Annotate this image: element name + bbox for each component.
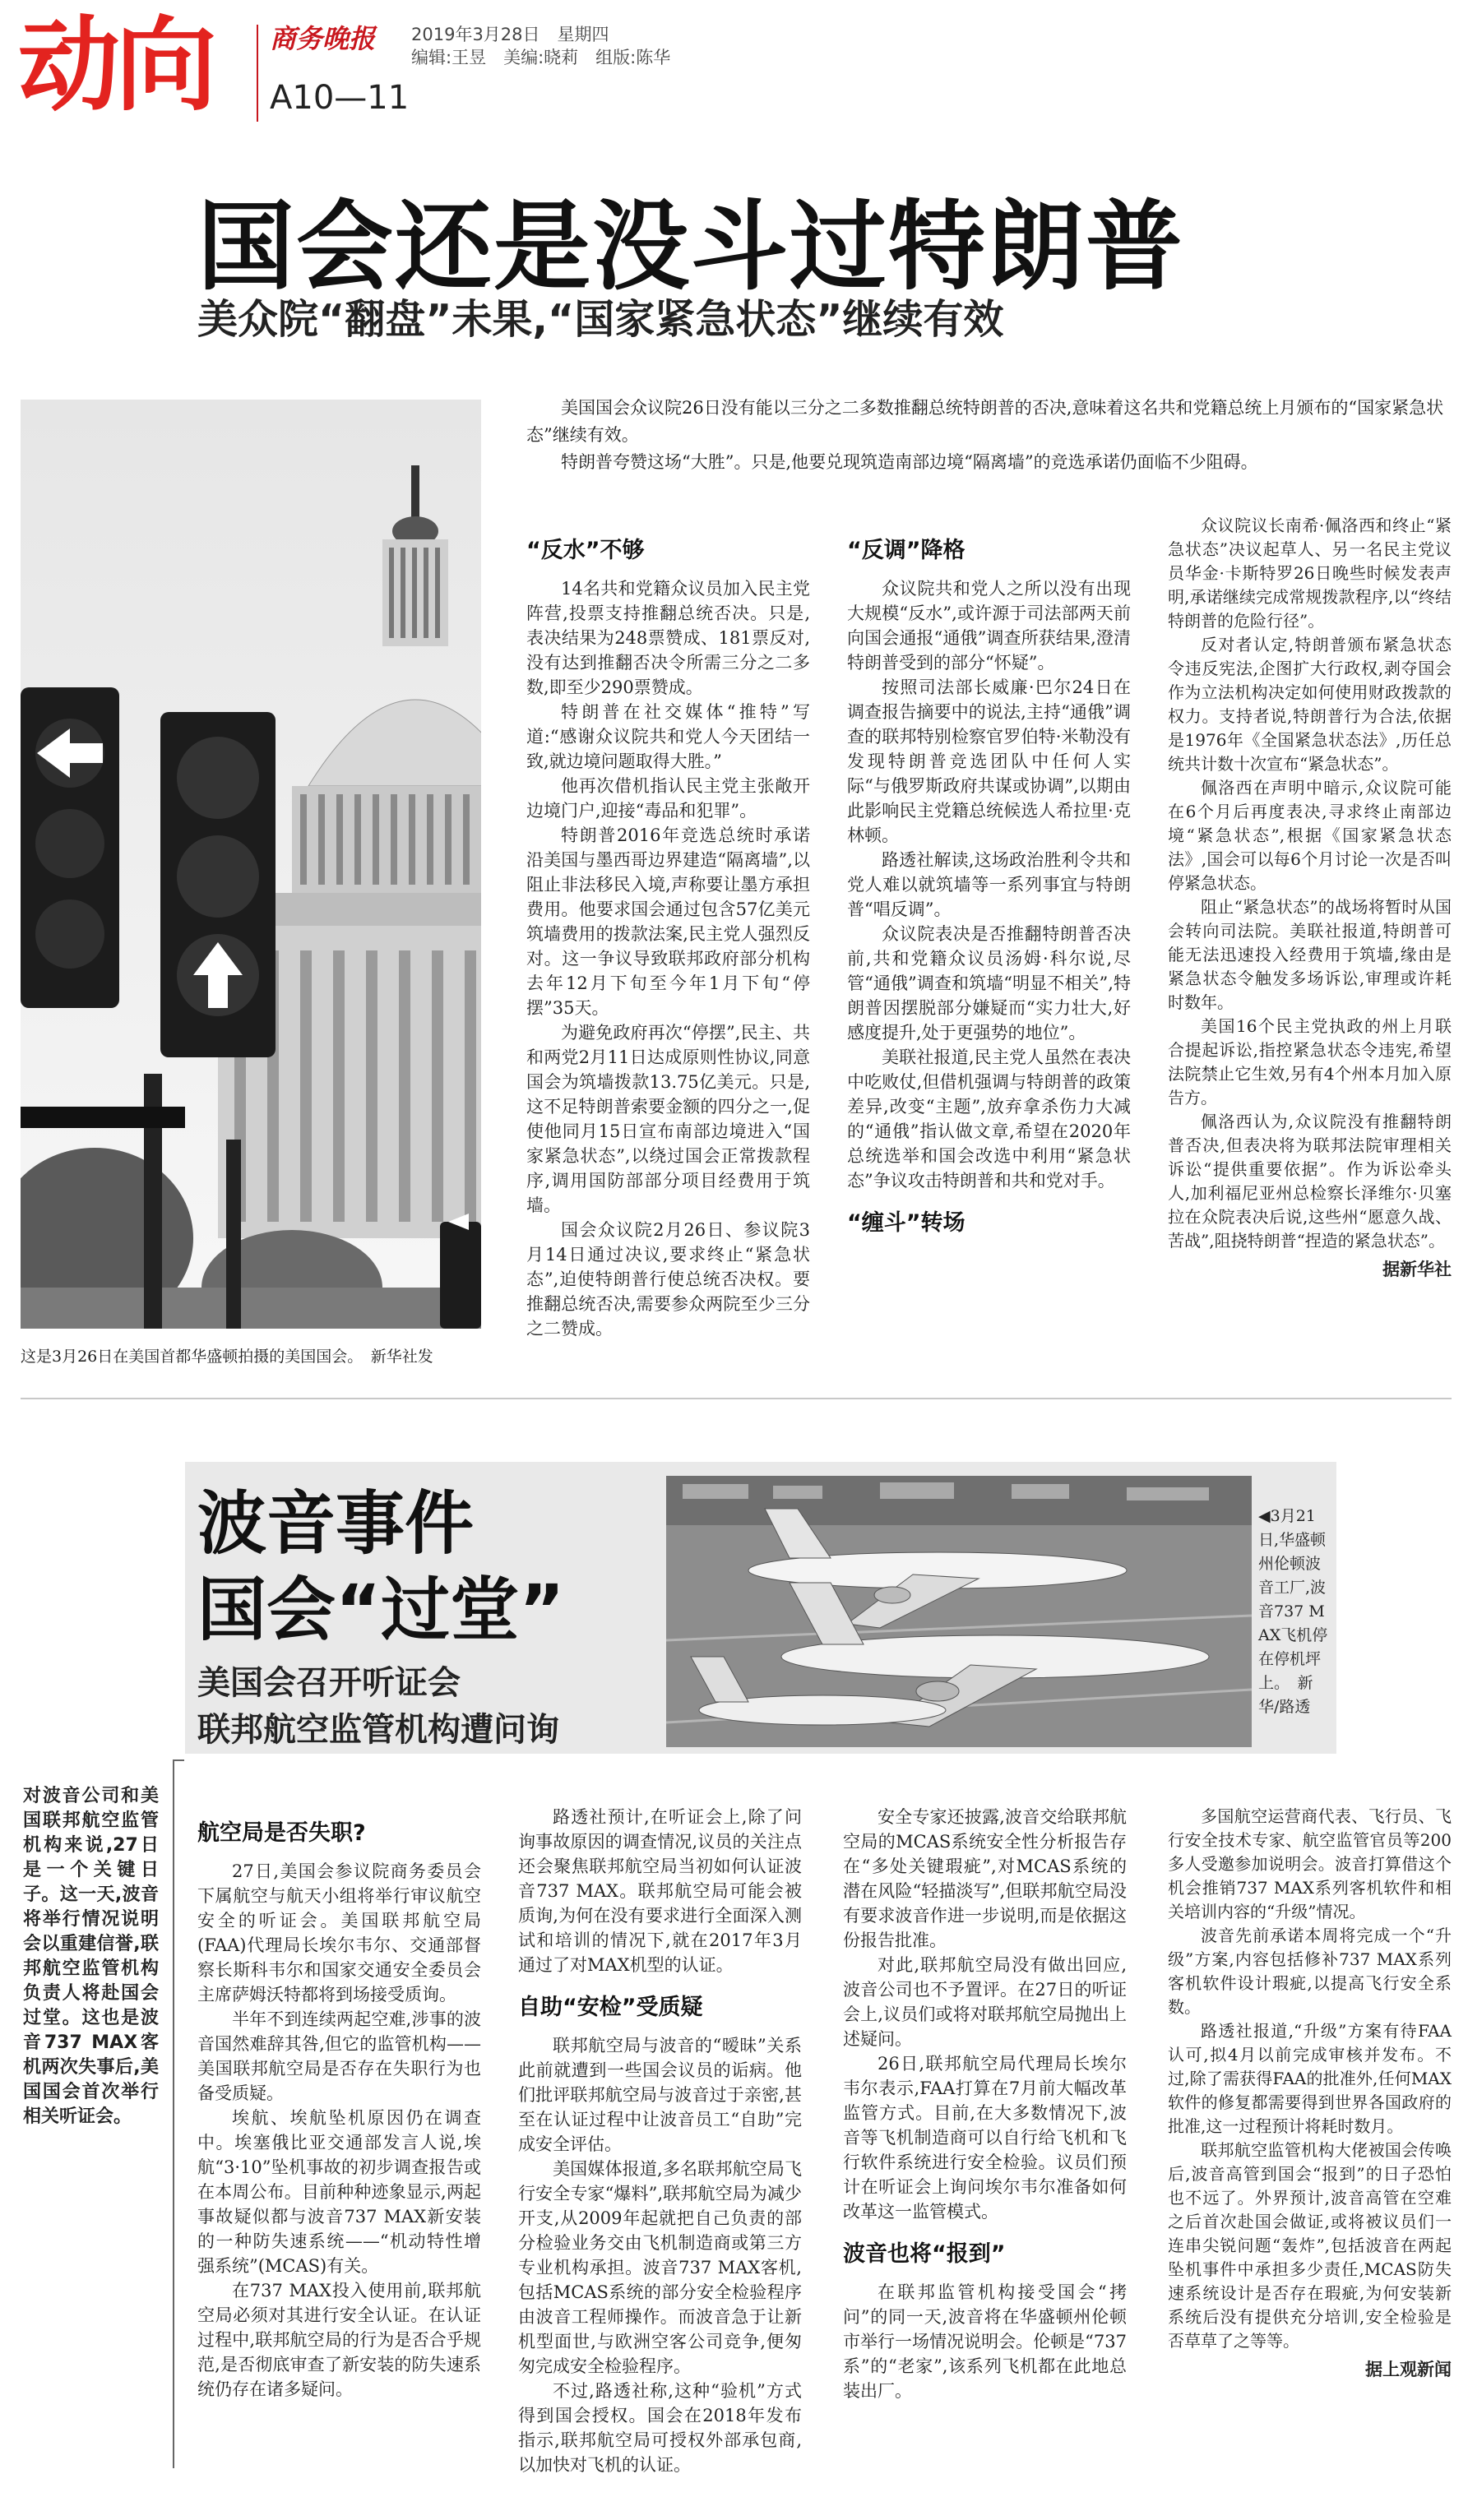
subheading: “缠斗”转场 xyxy=(847,1210,966,1236)
story2-credit: 据上观新闻 xyxy=(1365,2360,1452,2379)
story2-intro: 对波音公司和美国联邦航空监管机构来说,27日是一个关键日子。这一天,波音将举行情况说明会以重建信誉,联邦航空监管机构负责人将赴国会过堂。这也是波音737 MAX客机两次失事后,美国国会首次举行相关听证会。 xyxy=(23,1786,159,2127)
paragraph: 安全专家还披露,波音交给联邦航空局的MCAS系统安全性分析报告存在“多处关键瑕疵”,对MCAS系统的潜在风险“轻描淡写”,但联邦航空局没有要求波音作进一步说明,而是依据这份报告批准。 xyxy=(843,1807,1127,1950)
story2-column-2 xyxy=(518,1805,802,2477)
paragraph: 反对者认定,特朗普颁布紧急状态令违反宪法,企图扩大行政权,剥夺国会作为立法机构决定如何使用财政拨款的权力。支持者说,特朗普行为合法,依据是1976年《全国紧急状态法》,历任总统共计数十次宣布“紧急状态”。 xyxy=(1168,635,1452,774)
paragraph: 众议院共和党人之所以没有出现大规模“反水”,或许源于司法部两天前向国会通报“通俄”调查所获结果,澄清特朗普受到的部分“怀疑”。 xyxy=(847,579,1131,673)
issue-date: 2019年3月28日 星期四 xyxy=(411,25,609,44)
photo-caption: 这是3月26日在美国首都华盛顿拍摄的美国国会。 新华社发 xyxy=(21,1348,433,1366)
section-logo: 动向 xyxy=(18,7,213,125)
subheading: “反水”不够 xyxy=(526,538,645,563)
subheading: 航空局是否失职? xyxy=(197,1820,366,1846)
paragraph: 在737 MAX投入使用前,联邦航空局必须对其进行安全认证。在认证过程中,联邦航空局的行为是否合乎规范,是否彻底审查了新安装的防失速系统仍存在诸多疑问。 xyxy=(197,2281,481,2399)
story1-column-2 xyxy=(847,539,1131,1249)
story2-headline-line1: 波音事件 xyxy=(197,1483,475,1564)
paragraph: 美国16个民主党执政的州上月联合提起诉讼,指控紧急状态令违宪,希望法院禁止它生效,另有4个州本月加入原告方。 xyxy=(1168,1016,1452,1107)
paragraph: 联邦航空监管机构大佬被国会传唤后,波音高管到国会“报到”的日子恐怕也不远了。外界预计,波音高管在空难之后首次赴国会做证,或将被议员们一连串尖锐问题“轰炸”,包括波音在两起坠机事件中承担多少责任,MCAS防失速系统设计是否存在瑕疵,为何安装新系统后没有提供充分培训,安全检验是否草草了之等等。 xyxy=(1168,2140,1452,2351)
paragraph: 半年不到连续两起空难,涉事的波音国然难辞其咎,但它的监管机构——美国联邦航空局是否存在失职行为也备受质疑。 xyxy=(197,2009,481,2103)
paragraph: 对此,联邦航空局没有做出回应,波音公司也不予置评。在27日的听证会上,议员们或将对联邦航空局抛出上述疑问。 xyxy=(843,1955,1127,2049)
paragraph: 众议院表决是否推翻特朗普否决前,共和党籍众议员汤姆·科尔说,尽管“通俄”调查和筑墙“明显不相关”,特朗普因摆脱部分嫌疑而“实力壮大,好感度提升,处于更强势的地位”。 xyxy=(847,924,1131,1043)
subheading: “反调”降格 xyxy=(847,538,966,563)
paragraph: 路透社解读,这场政治胜利令共和党人难以就筑墙等一系列事宜与特朗普“唱反调”。 xyxy=(847,850,1131,919)
boeing-planes-photo xyxy=(666,1476,1252,1747)
story2-column-4 xyxy=(1168,1805,1452,2382)
editor-credits: 编辑:王昱 美编:晓莉 组版:陈华 xyxy=(411,48,671,67)
paragraph: 特朗普在社交媒体“推特”写道:“感谢众议院共和党人今天团结一致,就边境问题取得大胜。” xyxy=(526,702,810,771)
story2-subhead-line2: 联邦航空监管机构遭问询 xyxy=(197,1711,559,1749)
paragraph: 美国媒体报道,多名联邦航空局飞行安全专家“爆料”,联邦航空局为减少开支,从2009年起就把自己负责的部分检验业务交由飞机制造商或第三方专业机构承担。波音737 MAX客机,包括MCAS系统的部分安全检验程序由波音工程师操作。而波音急于让新机型面世,与欧洲空客公司竞争,便匆匆完成安全检验程序。 xyxy=(518,2159,802,2376)
paragraph: 特朗普2016年竞选总统时承诺沿美国与墨西哥边界建造“隔离墙”,以阻止非法移民入境,声称要让墨方承担费用。他要求国会通过包含57亿美元筑墙费用的拨款法案,民主党人强烈反对。这一争议导致联邦政府部分机构去年12月下旬至今年1月下旬“停摆”35天。 xyxy=(526,825,810,1018)
photo2-caption: ◀3月21日,华盛顿州伦顿波音工厂,波音737 MAX飞机停在停机坪上。 新华/路透 xyxy=(1258,1507,1328,1716)
paragraph: 路透社预计,在听证会上,除了问询事故原因的调查情况,议员的关注点还会聚焦联邦航空局当初如何认证波音737 MAX。联邦航空局可能会被质询,为何在没有要求进行全面深入测试和培训的情况下,就在2017年3月通过了对MAX机型的认证。 xyxy=(518,1807,802,1975)
intro-bracket xyxy=(173,1759,184,2468)
story2-subhead-line1: 美国会召开听证会 xyxy=(197,1664,461,1702)
paragraph: 佩洛西在声明中暗示,众议院可能在6个月后再度表决,寻求终止南部边境“紧急状态”,根据《国家紧急状态法》,国会可以每6个月讨论一次是否叫停紧急状态。 xyxy=(1168,778,1452,893)
section-divider xyxy=(21,1398,1452,1399)
subheading: 波音也将“报到” xyxy=(843,2241,1006,2267)
story2-headline-line2: 国会“过堂” xyxy=(197,1570,565,1650)
masthead-divider xyxy=(257,25,258,122)
story2-column-1 xyxy=(197,1821,481,2402)
paragraph: 为避免政府再次“停摆”,民主、共和两党2月11日达成原则性协议,同意国会为筑墙拨款13.75亿美元。只是,这不足特朗普索要金额的四分之一,促使他同月15日宣布南部边境进入“国家紧急状态”,以绕过国会正常拨款程序,调用国防部部分项目经费用于筑墙。 xyxy=(526,1023,810,1215)
paragraph: 26日,联邦航空局代理局长埃尔韦尔表示,FAA打算在7月前大幅改革监管方式。目前,在大多数情况下,波音等飞机制造商可以自行给飞机和飞行软件系统进行安全检验。议员们预计在听证会上询问埃尔韦尔准备如何改革这一监管模式。 xyxy=(843,2054,1127,2222)
paragraph: 波音先前承诺本周将完成一个“升级”方案,内容包括修补737 MAX系列客机软件设计瑕疵,以提高飞行安全系数。 xyxy=(1168,1926,1452,2017)
story1-column-3 xyxy=(1168,514,1452,1282)
lead-paragraph: 特朗普夸赞这场“大胜”。只是,他要兑现筑造南部边境“隔离墙”的竞选承诺仍面临不少阻碍。 xyxy=(561,452,1258,472)
paragraph: 按照司法部长威廉·巴尔24日在调查报告摘要中的说法,主持“通俄”调查的联邦特别检察官罗伯特·米勒没有发现特朗普竞选团队中任何人实际“与俄罗斯政府共谋或协调”,以期由此影响民主党籍总统候选人希拉里·克林顿。 xyxy=(847,677,1131,845)
paragraph: 联邦航空局与波音的“暧昧”关系此前就遭到一些国会议员的诟病。他们批评联邦航空局与波音过于亲密,甚至在认证过程中让波音员工“自助”完成安全评估。 xyxy=(518,2036,802,2154)
paragraph: 美联社报道,民主党人虽然在表决中吃败仗,但借机强调与特朗普的政策差异,改变“主题”,放弃拿杀伤力大减的“通俄”指认做文章,希望在2020年总统选举和国会改选中利用“紧急状态”争议攻击特朗普和共和党对手。 xyxy=(847,1047,1131,1191)
story1-lead xyxy=(526,395,1447,476)
subheading: 自助“安检”受质疑 xyxy=(518,1995,703,2020)
paragraph: 14名共和党籍众议员加入民主党阵营,投票支持推翻总统否决。只是,表决结果为248票赞成、181票反对,没有达到推翻否决令所需三分之二多数,即至少290票赞成。 xyxy=(526,579,810,697)
paragraph: 在联邦监管机构接受国会“拷问”的同一天,波音将在华盛顿州伦顿市举行一场情况说明会。伦顿是“737系”的“老家”,该系列飞机都在此地总装出厂。 xyxy=(843,2282,1127,2401)
paragraph: 多国航空运营商代表、飞行员、飞行安全技术专家、航空监管官员等200多人受邀参加说明会。波音打算借这个机会推销737 MAX系列客机软件和相关培训内容的“升级”情况。 xyxy=(1168,1806,1452,1921)
story1-headline: 国会还是没斗过特朗普 xyxy=(197,190,1185,303)
paragraph: 路透社报道,“升级”方案有待FAA认可,拟4月以前完成审核并发布。不过,除了需获得FAA的批准外,任何MAX软件的修复都需要得到世界各国政府的批准,这一过程预计将耗时数月。 xyxy=(1168,2021,1452,2136)
story1-credit: 据新华社 xyxy=(1382,1260,1452,1279)
page-number: A10—11 xyxy=(270,79,410,117)
paragraph: 埃航、埃航坠机原因仍在调查中。埃塞俄比亚交通部发言人说,埃航“3·10”坠机事故的初步调查报告或在本周公布。目前种种迹象显示,两起事故疑似都与波音737 MAX新安装的一种防失速系统——“机动特性增强系统”(MCAS)有关。 xyxy=(197,2108,481,2276)
publication-name: 商务晚报 xyxy=(270,23,376,54)
story2-column-3 xyxy=(843,1805,1127,2403)
paragraph: 国会众议院2月26日、参议院3月14日通过决议,要求终止“紧急状态”,迫使特朗普行使总统否决权。要推翻总统否决,需要参众两院至少三分之二赞成。 xyxy=(526,1220,810,1339)
lead-paragraph: 美国国会众议院26日没有能以三分之二多数推翻总统特朗普的否决,意味着这名共和党籍总统上月颁布的“国家紧急状态”继续有效。 xyxy=(526,398,1444,445)
paragraph: 他再次借机指认民主党主张敞开边境门户,迎接“毒品和犯罪”。 xyxy=(526,776,810,821)
paragraph: 27日,美国会参议院商务委员会下属航空与航天小组将举行审议航空安全的听证会。美国联邦航空局(FAA)代理局长埃尔韦尔、交通部督察长斯科韦尔和国家交通安全委员会主席萨姆沃特都将到场接受质询。 xyxy=(197,1861,481,2004)
paragraph: 阻止“紧急状态”的战场将暂时从国会转向司法院。美联社报道,特朗普可能无法迅速投入经费用于筑墙,缘由是紧急状态令触发多场诉讼,审理或许耗时数年。 xyxy=(1168,897,1452,1012)
paragraph: 佩洛西认为,众议院没有推翻特朗普否决,但表决将为联邦法院审理相关诉讼“提供重要依据”。作为诉讼牵头人,加利福尼亚州总检察长泽维尔·贝塞拉在众院表决后说,这些州“愿意久战、苦战”,阻挠特朗普“捏造的紧急状态”。 xyxy=(1168,1112,1452,1251)
capitol-photo xyxy=(21,400,481,1329)
story1-subhead: 美众院“翻盘”未果,“国家紧急状态”继续有效 xyxy=(197,296,1004,343)
story1-column-1 xyxy=(526,539,810,1341)
paragraph: 众议院议长南希·佩洛西和终止“紧急状态”决议起草人、另一名民主党议员华金·卡斯特罗26日晚些时候发表声明,承诺继续完成常规拨款程序,以“终结特朗普的危险行径”。 xyxy=(1168,516,1452,631)
paragraph: 不过,路透社称,这种“验机”方式得到国会授权。国会在2018年发布指示,联邦航空局可授权外部承包商,以加快对飞机的认证。 xyxy=(518,2381,802,2475)
